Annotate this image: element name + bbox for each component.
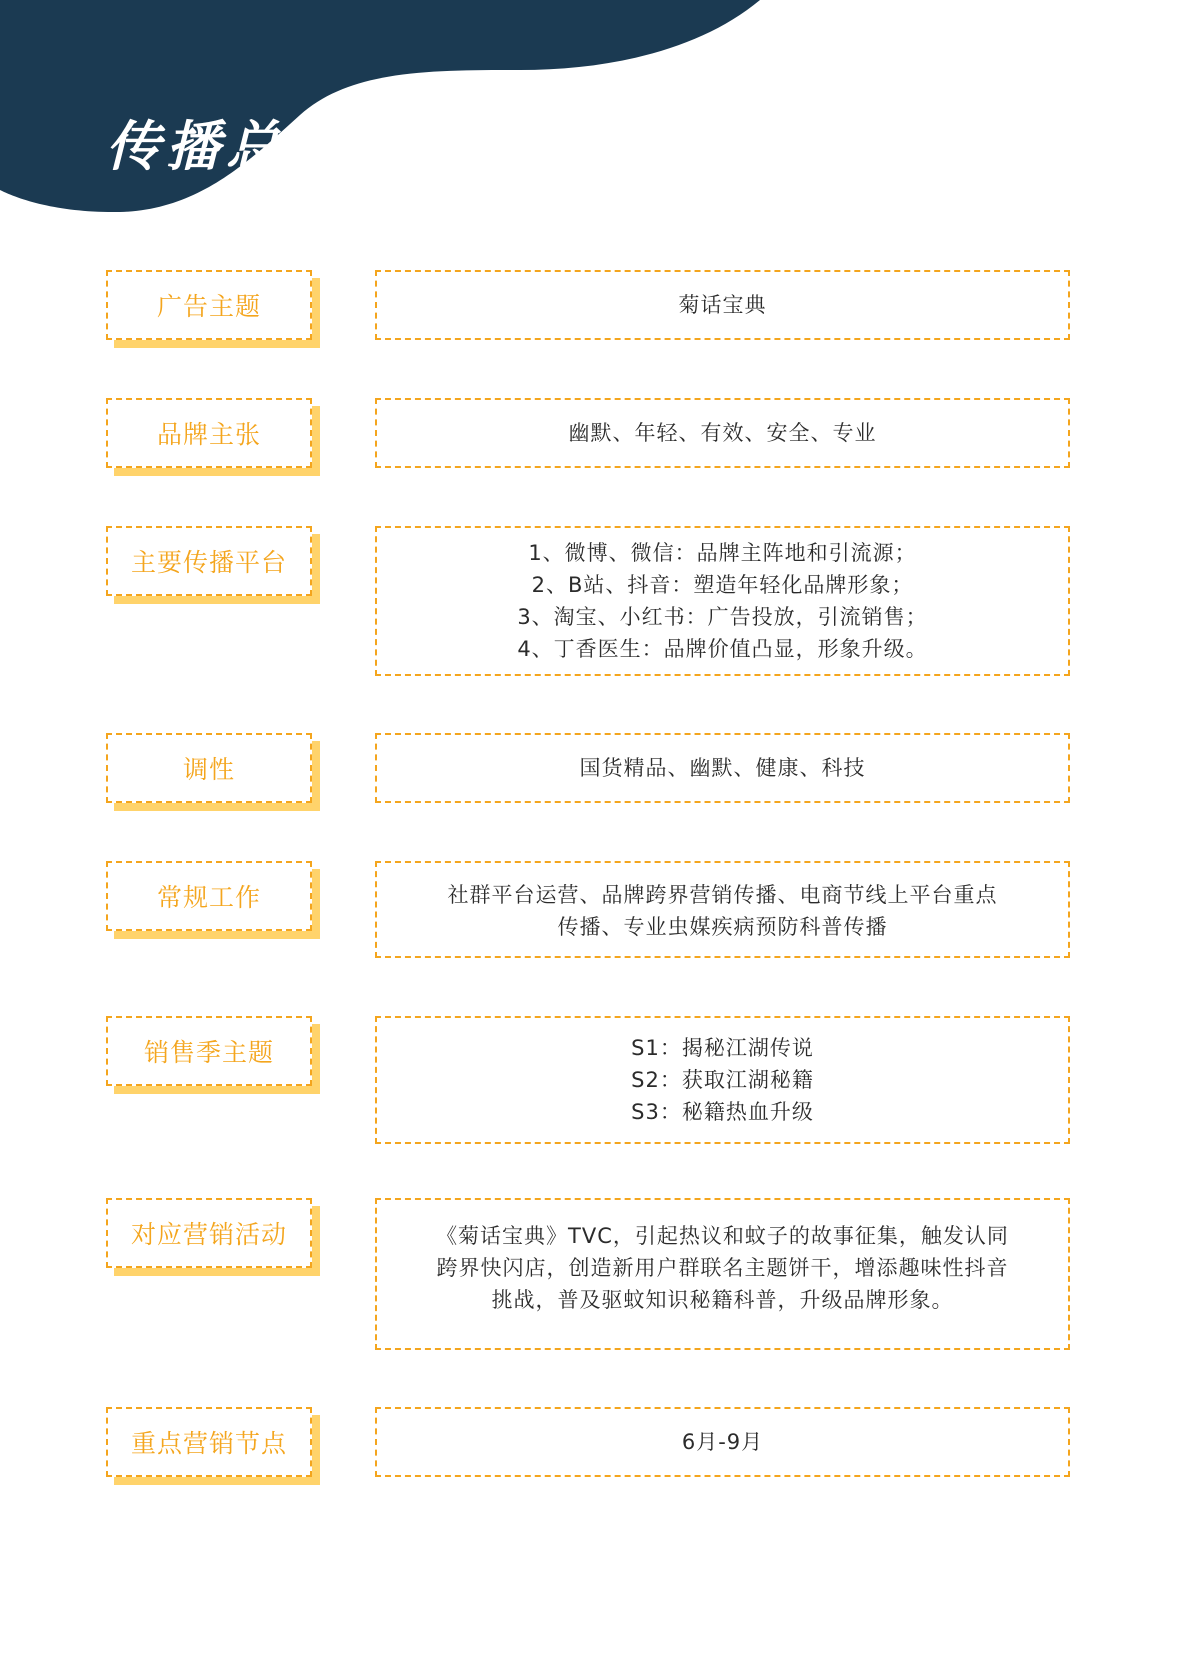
content-marketing-activities [375,1198,1070,1350]
content-line: S2：获取江湖秘籍 [631,1068,814,1092]
content-line: 跨界快闪店，创造新用户群联名主题饼干，增添趣味性抖音 [436,1256,1009,1280]
label-box: 重点营销节点 [106,1407,312,1477]
label-box: 对应营销活动 [106,1198,312,1268]
content-line: 挑战，普及驱蚊知识秘籍科普，升级品牌形象。 [491,1288,954,1312]
content-brand-claim [375,398,1070,468]
content-line: 国货精品、幽默、健康、科技 [579,756,866,780]
label-box: 调性 [106,733,312,803]
label-box: 销售季主题 [106,1016,312,1086]
label-ad-theme [106,270,316,340]
content-tone [375,733,1070,803]
content-line: 菊话宝典 [678,293,767,317]
label-box: 常规工作 [106,861,312,931]
content-line: 社群平台运营、品牌跨界营销传播、电商节线上平台重点 [447,883,998,907]
content-line: 6月-9月 [681,1430,764,1454]
label-brand-claim [106,398,316,468]
content-line: 《菊话宝典》TVC，引起热议和蚊子的故事征集，触发认同 [436,1224,1009,1248]
page-title: 传播总览 [106,114,346,178]
content-routine-work [375,861,1070,958]
label-marketing-activities [106,1198,316,1268]
content-line: S1：揭秘江湖传说 [631,1036,814,1060]
content-season-themes [375,1016,1070,1144]
content-ad-theme [375,270,1070,340]
content-line: 传播、专业虫媒疾病预防科普传播 [557,915,888,939]
content-line: 幽默、年轻、有效、安全、专业 [568,421,877,445]
content-line: 4、丁香医生：品牌价值凸显，形象升级。 [517,637,928,661]
content-platforms [375,526,1070,676]
label-tone [106,733,316,803]
content-line: 1、微博、微信：品牌主阵地和引流源； [528,541,917,565]
label-box: 主要传播平台 [106,526,312,596]
content-line: 3、淘宝、小红书：广告投放，引流销售； [517,605,928,629]
label-season-themes [106,1016,316,1086]
label-key-nodes [106,1407,316,1477]
content-key-nodes [375,1407,1070,1477]
label-box: 广告主题 [106,270,312,340]
content-line: 2、B站、抖音：塑造年轻化品牌形象； [531,573,914,597]
content-line: S3：秘籍热血升级 [631,1100,814,1124]
label-box: 品牌主张 [106,398,312,468]
label-platforms [106,526,316,596]
label-routine-work [106,861,316,931]
